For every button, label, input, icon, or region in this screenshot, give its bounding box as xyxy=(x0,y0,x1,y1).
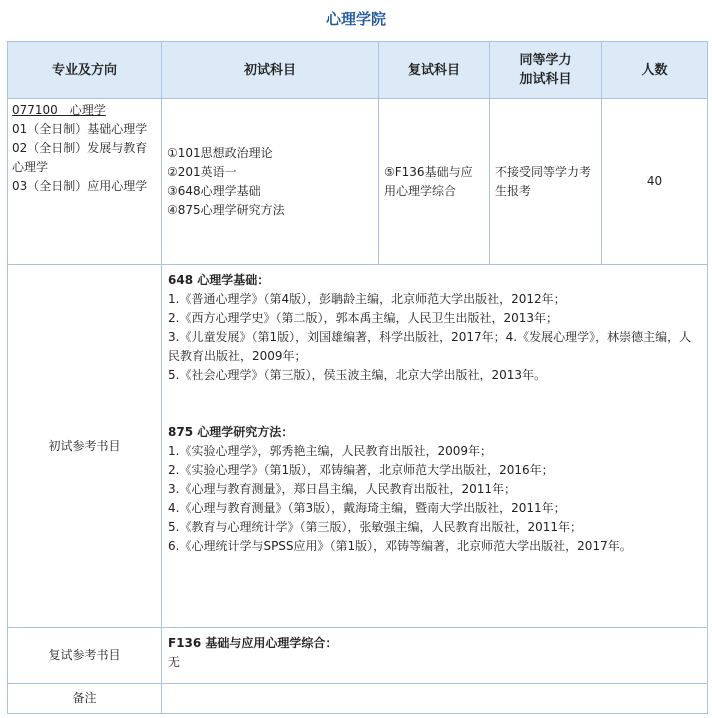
count-cell: 40 xyxy=(602,99,708,265)
page-title: 心理学院 xyxy=(325,10,386,28)
retest-book-title: F136 基础与应用心理学综合： xyxy=(168,636,338,650)
book-item: 5.《社会心理学》（第三版），侯玉波主编，北京大学出版社，2013年。 xyxy=(168,368,546,382)
prelim-books-label: 初试参考书目 xyxy=(8,265,162,628)
book-item: 3.《儿童发展》（第1版），刘国雄编著，科学出版社，2017年；4.《发展心理学》，林崇德主编，人民教育出版社，2009年； xyxy=(168,330,692,363)
book-item: 4.《心理与教育测量》（第3版），戴海琦主编，暨南大学出版社，2011年； xyxy=(168,501,566,515)
exam1-cell xyxy=(162,99,379,265)
major-code: 077100 心理学 xyxy=(12,103,106,117)
retest-books-content xyxy=(162,628,708,684)
retest-book-text: 无 xyxy=(168,655,181,669)
header-exam1: 初试科目 xyxy=(162,42,379,99)
header-extra-line1: 同等学力 xyxy=(519,53,572,68)
retest-books-row xyxy=(8,628,708,684)
retest-books-label: 复试参考书目 xyxy=(8,628,162,684)
book-item: 2.《西方心理学史》（第二版），郭本禹主编，人民卫生出版社，2013年； xyxy=(168,311,558,325)
extra-cell: 不接受同等学力考生报考 xyxy=(490,99,602,265)
exam1-subject: ④875心理学研究方法 xyxy=(167,202,285,217)
exam1-subject: ③648心理学基础 xyxy=(167,183,261,198)
major-cell xyxy=(8,99,162,265)
book-item: 5.《教育与心理统计学》（第三版），张敏强主编，人民教育出版社，2011年； xyxy=(168,520,582,534)
program-row xyxy=(8,99,708,265)
section-gap xyxy=(168,385,701,423)
prelim-books-content xyxy=(162,265,708,628)
book-section-title: 875 心理学研究方法： xyxy=(168,425,294,439)
book-item: 1.《实验心理学》，郭秀艳主编，人民教育出版社，2009年； xyxy=(168,444,492,458)
book-item: 3.《心理与教育测量》，郑日昌主编，人民教育出版社，2011年； xyxy=(168,482,516,496)
header-extra-line2: 加试科目 xyxy=(519,72,572,87)
header-count: 人数 xyxy=(602,42,708,99)
direction-1: 01（全日制）基础心理学 xyxy=(12,122,148,136)
exam1-subject: ②201英语一 xyxy=(167,164,237,179)
direction-2: 02（全日制）发展与教育心理学 xyxy=(12,141,148,174)
book-item: 6.《心理统计学与SPSS应用》（第1版），邓铸等编著，北京师范大学出版社，2017年。 xyxy=(168,539,632,553)
book-item: 2.《实验心理学》（第1版），邓铸编著，北京师范大学出版社，2016年； xyxy=(168,463,554,477)
header-major: 专业及方向 xyxy=(8,42,162,99)
direction-3: 03（全日制）应用心理学 xyxy=(12,179,148,193)
book-section-title: 648 心理学基础： xyxy=(168,273,270,287)
notes-row xyxy=(8,684,708,714)
header-extra xyxy=(490,42,602,99)
admission-table xyxy=(7,41,708,714)
exam2-cell: ⑤F136基础与应用心理学综合 xyxy=(379,99,490,265)
notes-content xyxy=(162,684,708,714)
book-item: 1.《普通心理学》（第4版），彭聃龄主编，北京师范大学出版社，2012年； xyxy=(168,292,566,306)
header-row xyxy=(8,42,708,99)
header-exam2: 复试科目 xyxy=(379,42,490,99)
prelim-books-row xyxy=(8,265,708,628)
exam1-subject: ①101思想政治理论 xyxy=(167,145,273,160)
notes-label: 备注 xyxy=(8,684,162,714)
